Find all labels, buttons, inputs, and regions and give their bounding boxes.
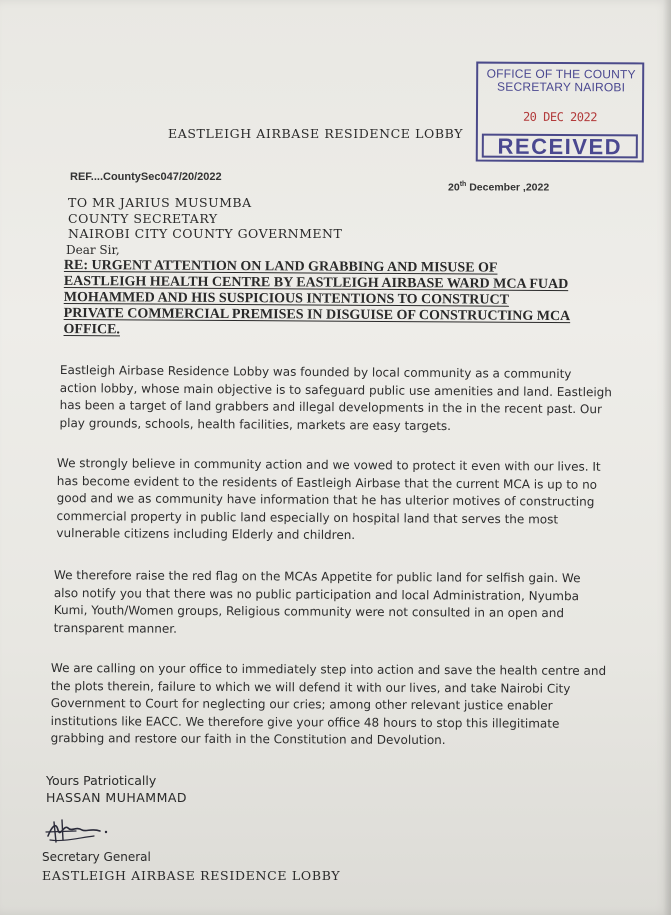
stamp-office-line-2: SECRETARY NAIROBI [497,79,626,95]
body-paragraph-1 [59,362,612,436]
paragraph-line: We strongly believe in community action and we vowed to protect it even with our lives. It [56,455,601,474]
paragraph-line: Government to Court for neglecting our cries; among other relevant justice enabler [50,695,553,713]
subject-line-5: OFFICE. [63,321,120,338]
paragraph-line: commercial property in public land especially on hospital land that serves the most [56,508,559,526]
paragraph-line: the plots therein, failure to which we will defend it with our lives, and take Nairobi City [50,678,571,696]
signatory-organization: EASTLEIGH AIRBASE RESIDENCE LOBBY [42,868,341,883]
date-day: 20 [448,181,460,194]
signatory-name: HASSAN MUHAMMAD [46,790,188,805]
letter-date [448,181,549,194]
subject-line-1: RE: URGENT ATTENTION ON LAND GRABBING AND MISUSE OF [63,258,498,276]
paragraph-line: vulnerable citizens including Elderly and children. [56,525,356,543]
stamp-office-line-1: OFFICE OF THE COUNTY [486,66,636,82]
stamp-office-text [482,68,640,95]
paragraph-line: also notify you that there was no public participation and local Administration, Nyumba [53,585,580,603]
paragraph-line: Kumi, Youth/Women groups, Religious community were not consulted in an open and [53,602,565,621]
salutation: Dear Sir, [66,243,120,257]
subject-line-2: EASTLEIGH HEALTH CENTRE BY EASTLEIGH AIRBASE WARD MCA FUAD [63,273,569,293]
recipient-line-1: TO MR JARIUS MUSUMBA [68,195,252,210]
subject-line-4: PRIVATE COMMERCIAL PREMISES IN DISGUISE OF CONSTRUCTING MCA [63,305,571,325]
letterhead: EASTLEIGH AIRBASE RESIDENCE LOBBY [168,126,464,141]
stamp-date: 20 DEC 2022 [522,109,597,125]
date-suffix: th [459,181,467,188]
recipient-address [68,195,342,242]
subject-line-3: MOHAMMED AND HIS SUSPICIOUS INTENTIONS TO CONSTRUCT [63,289,510,308]
recipient-line-3: NAIROBI CITY COUNTY GOVERNMENT [68,226,343,241]
received-stamp [476,62,645,163]
recipient-line-2: COUNTY SECRETARY [68,210,218,226]
paragraph-line: institutions like EACC. We therefore give your office 48 hours to stop this illegitimate [50,713,560,731]
reference-number: REF....CountySec047/20/2022 [70,171,222,183]
handwritten-signature [42,812,122,848]
signatory-title: Secretary General [42,850,151,864]
date-rest: December ,2022 [466,181,550,194]
paragraph-line: transparent manner. [53,620,177,636]
paragraph-line: has been a target of land grabbers and illegal developments in the in the recent past. Our [59,397,602,417]
paragraph-line: action lobby, whose main objective is to safeguard public use amenities and land. Eastleigh [59,380,612,399]
valediction: Yours Patriotically [46,773,157,788]
paragraph-line: We are calling on your office to immediately step into action and save the health centre and [50,661,607,678]
paragraph-line: has become evident to the residents of Eastleigh Airbase that the current MCA is up to no [56,473,598,492]
paragraph-line: good and we as community have information that he has ulterior motives of constructing [56,490,595,509]
paragraph-line: play grounds, schools, health facilities, markets are easy targets. [59,415,452,433]
paragraph-line: grabbing and restore our faith in the Constitution and Devolution. [50,730,446,748]
paragraph-line: We therefore raise the red flag on the MCAs Appetite for public land for selfish gain. We [53,568,581,586]
stamp-received-label: RECEIVED [482,134,638,159]
closing-block [46,772,187,806]
subject-heading [64,258,624,341]
paragraph-line: Eastleigh Airbase Residence Lobby was founded by local community as a community [59,362,572,382]
body-paragraph-2 [56,455,600,546]
body-paragraph-3 [54,567,581,640]
body-paragraph-4 [51,660,607,750]
